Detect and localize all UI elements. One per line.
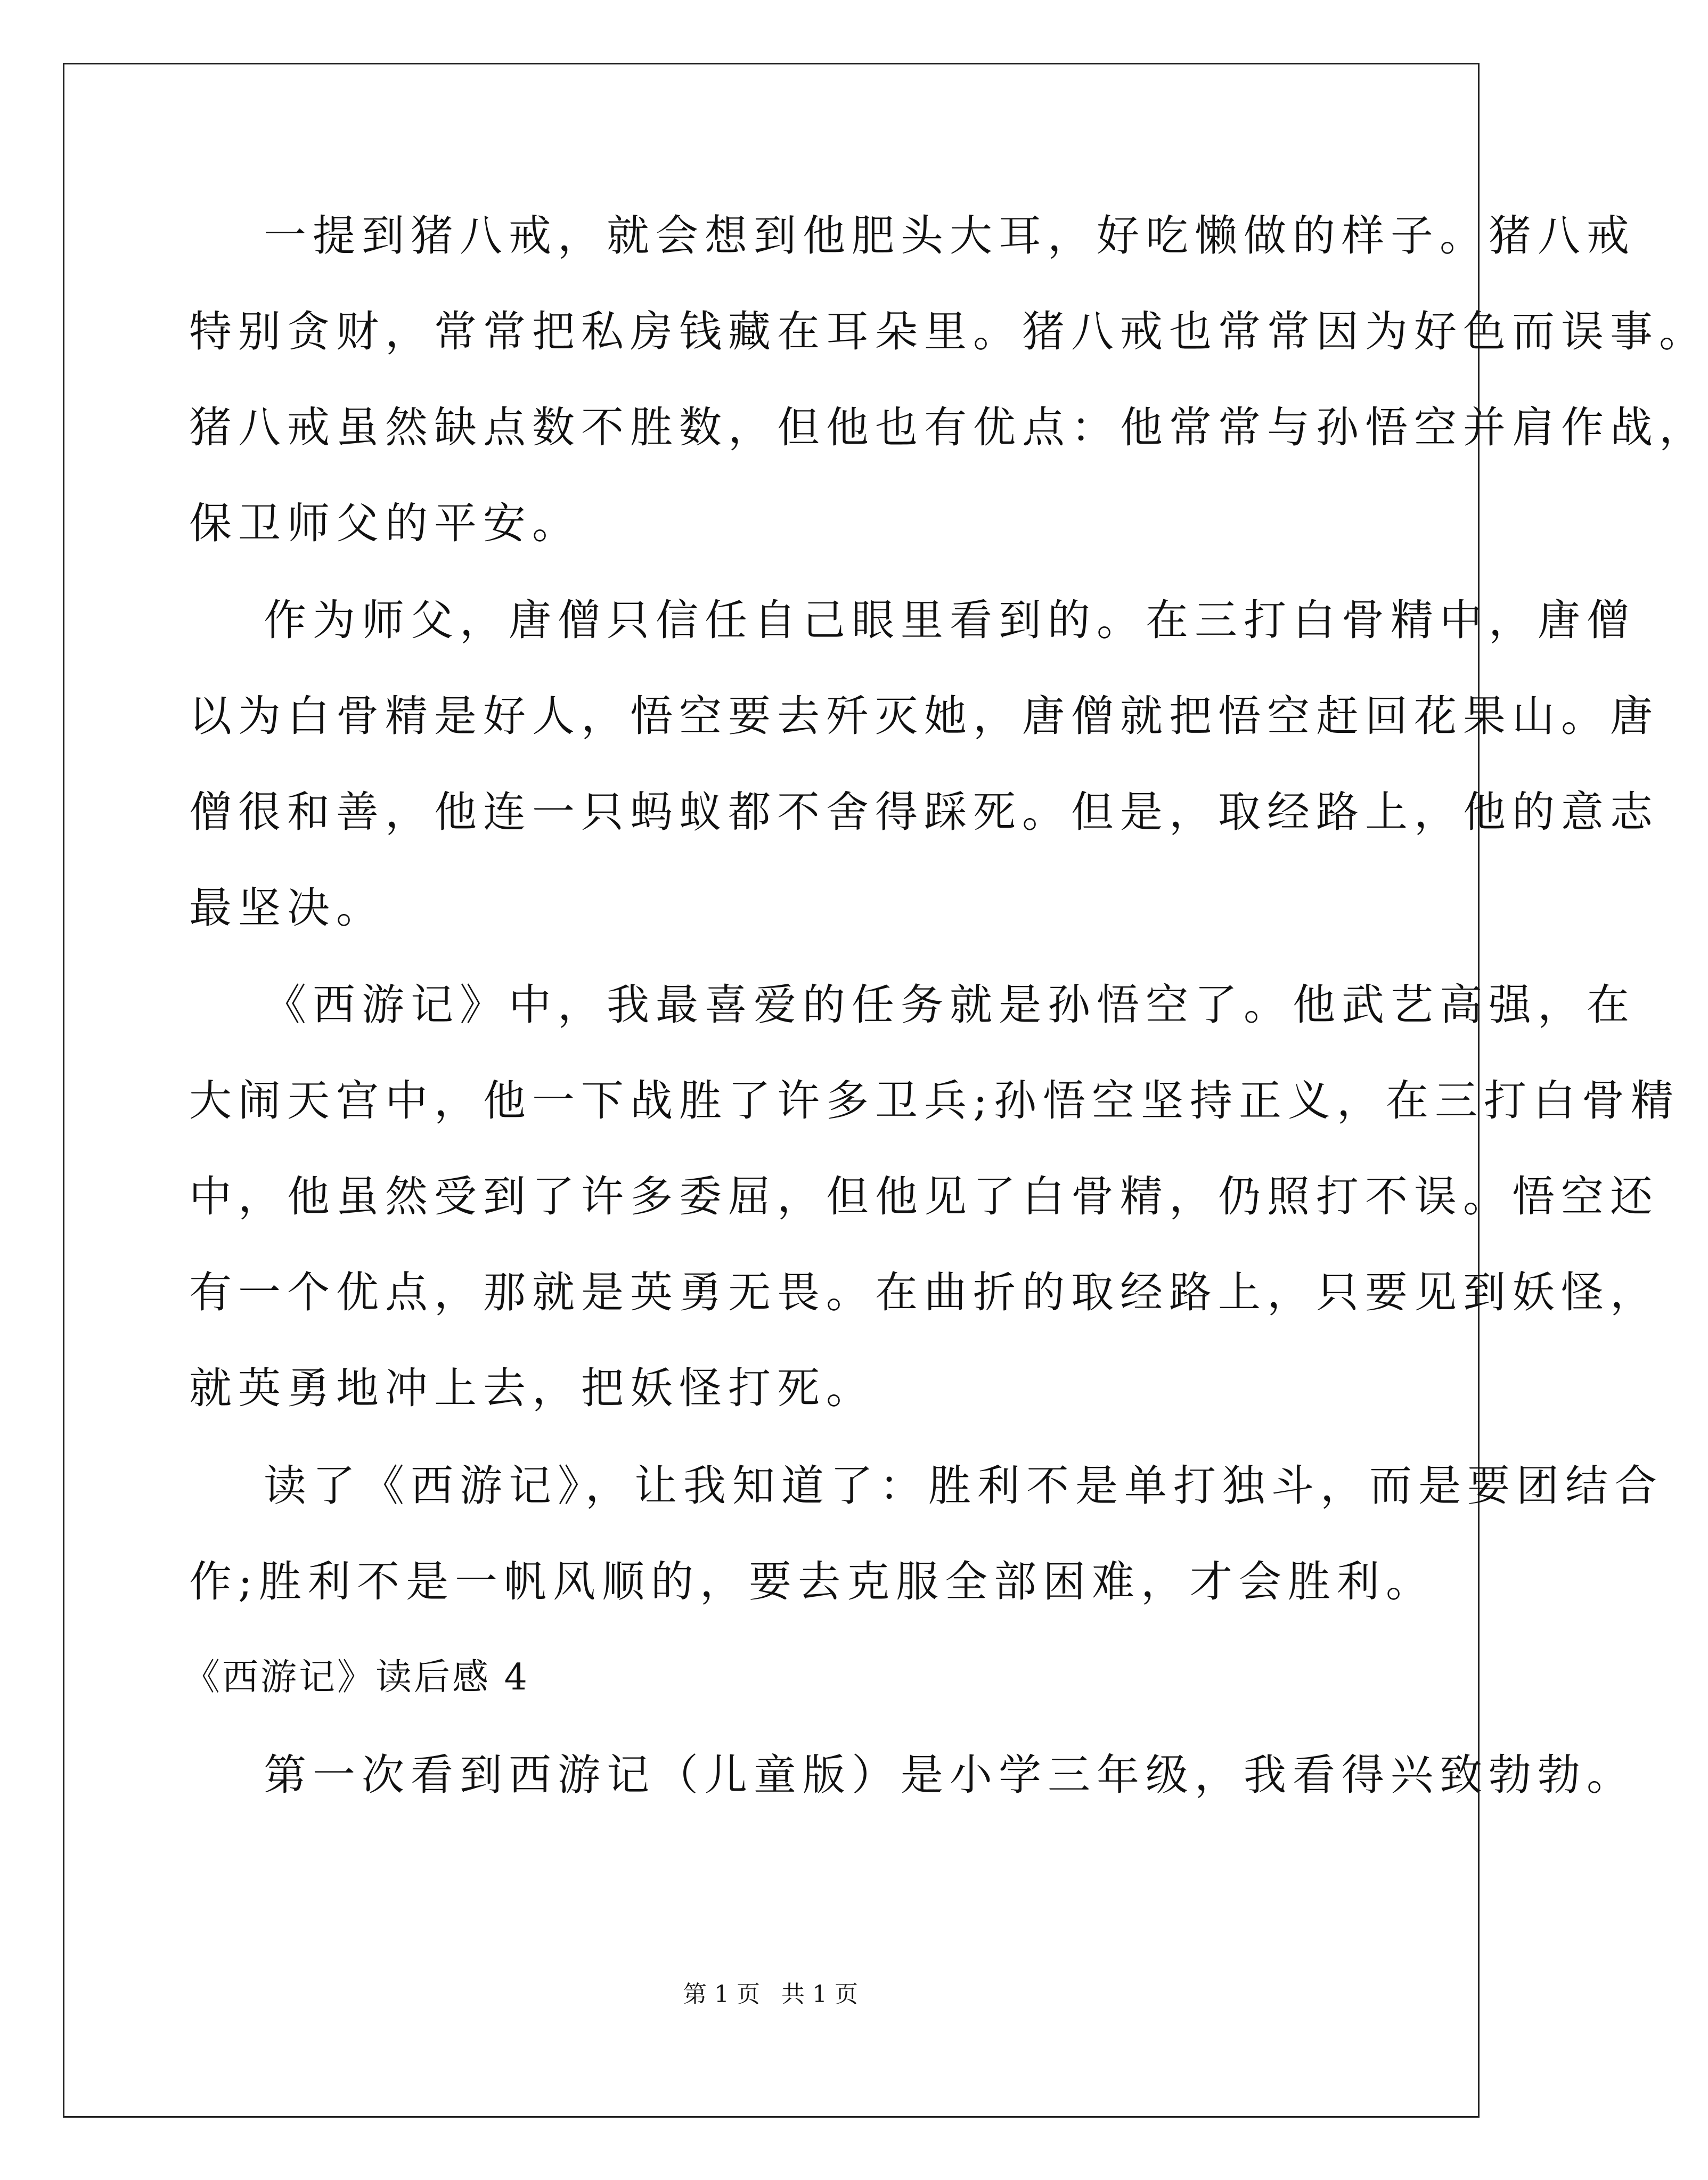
paragraph-1-line-2: 特别贪财，常常把私房钱藏在耳朵里。猪八戒也常常因为好色而误事。 [189, 307, 1708, 356]
paragraph-1-line-1: 一提到猪八戒，就会想到他肥头大耳，好吃懒做的样子。猪八戒 [264, 211, 1636, 260]
paragraph-1-line-4: 保卫师父的平安。 [189, 499, 581, 548]
paragraph-2-line-2: 以为白骨精是好人，悟空要去歼灭她，唐僧就把悟空赶回花果山。唐 [189, 691, 1659, 741]
page-number: 第 1 页 [683, 1981, 760, 2008]
paragraph-3-line-1: 《西游记》中，我最喜爱的任务就是孙悟空了。他武艺高强，在 [264, 980, 1636, 1030]
paragraph-4-line-2: 作;胜利不是一帆风顺的，要去克服全部困难，才会胜利。 [189, 1557, 1435, 1606]
paragraph-3-line-4: 有一个优点，那就是英勇无畏。在曲折的取经路上，只要见到妖怪， [189, 1268, 1659, 1317]
paragraph-2-line-1: 作为师父，唐僧只信任自己眼里看到的。在三打白骨精中，唐僧 [264, 595, 1636, 645]
section-heading: 《西游记》读后感 4 [184, 1656, 529, 1699]
paragraph-2-line-4: 最坚决。 [189, 883, 385, 933]
paragraph-3-line-3: 中，他虽然受到了许多委屈，但他见了白骨精，仍照打不误。悟空还 [189, 1172, 1659, 1221]
page-total: 共 1 页 [781, 1981, 858, 2008]
paragraph-5-line-1: 第一次看到西游记（儿童版）是小学三年级，我看得兴致勃勃。 [264, 1750, 1636, 1800]
paragraph-3-line-5: 就英勇地冲上去，把妖怪打死。 [189, 1363, 875, 1413]
page-footer [0, 1979, 1541, 2011]
paragraph-4-line-1: 读了《西游记》，让我知道了：胜利不是单打独斗，而是要团结合 [264, 1461, 1663, 1511]
paragraph-1-line-3: 猪八戒虽然缺点数不胜数，但他也有优点：他常常与孙悟空并肩作战， [189, 403, 1708, 452]
paragraph-2-line-3: 僧很和善，他连一只蚂蚁都不舍得踩死。但是，取经路上，他的意志 [189, 787, 1659, 837]
paragraph-3-line-2: 大闹天宫中，他一下战胜了许多卫兵;孙悟空坚持正义，在三打白骨精 [189, 1076, 1680, 1125]
